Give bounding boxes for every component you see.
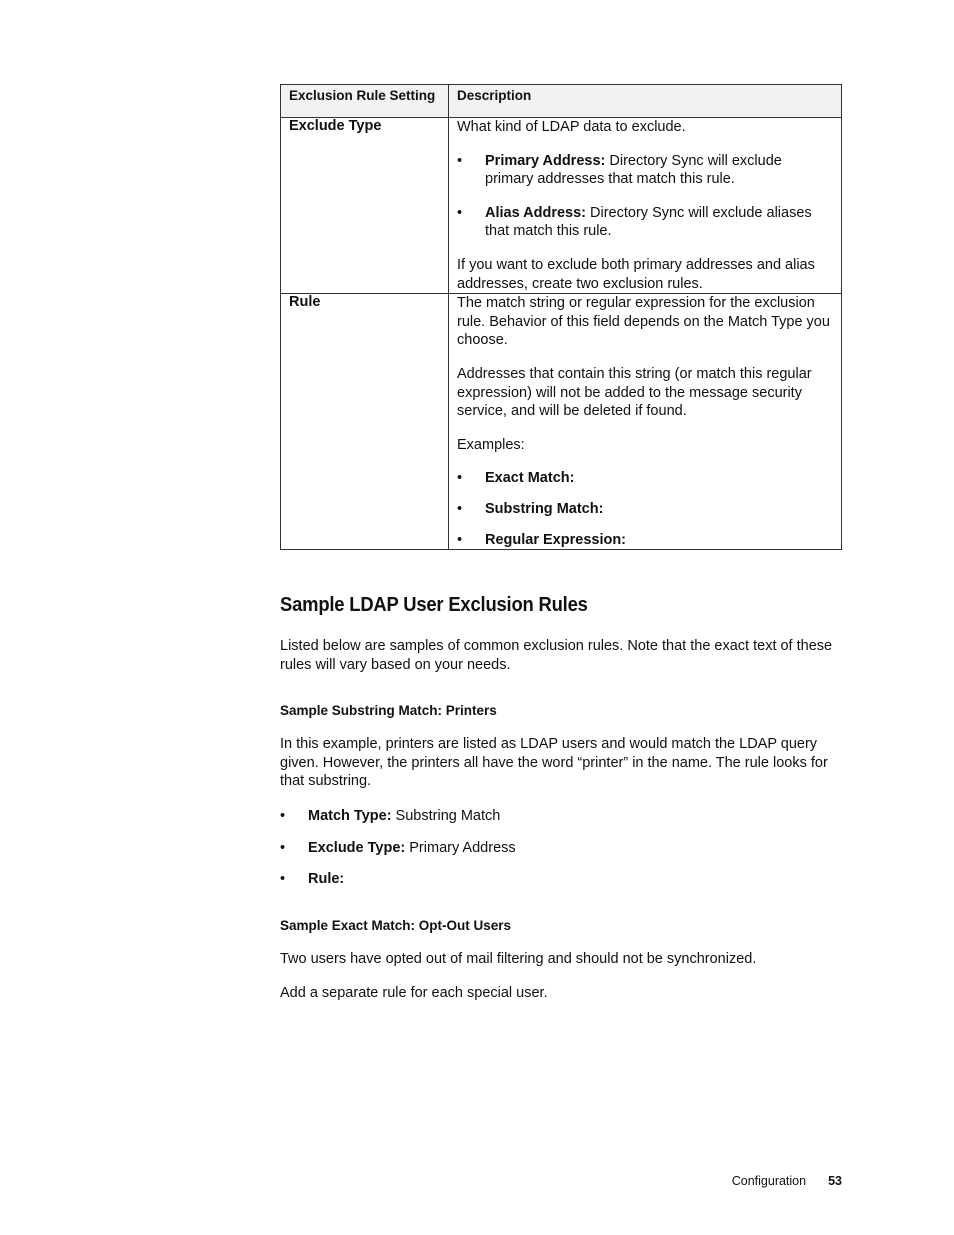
description-paragraph: Addresses that contain this string (or match this regular expression) will not be added to the message security service, and will be deleted if found. — [457, 365, 812, 420]
example-term: Exact Match: — [485, 470, 575, 487]
rule-field-value: Substring Match — [391, 808, 501, 825]
setting-name: Exclude Type — [281, 118, 449, 294]
list-item — [280, 870, 842, 889]
table-row-exclude-type — [281, 118, 842, 294]
description-note: If you want to exclude both primary addresses and alias addresses, create two exclusion rules. — [457, 256, 815, 292]
footer-chapter: Configuration — [731, 1174, 807, 1188]
exclusion-rule-settings-table — [280, 84, 842, 550]
printers-paragraph: In this example, printers are listed as LDAP users and would match the LDAP query given. However, the printers all have the word “printer” in the name. The rule looks for that substring. — [280, 736, 828, 790]
option-text: Directory Sync will exclude primary addresses that match this rule. — [485, 152, 782, 188]
example-term: Substring Match: — [485, 500, 604, 517]
option-text: Directory Sync will exclude aliases that match this rule. — [485, 204, 812, 240]
column-header-description: Description — [449, 85, 842, 118]
table-row-rule — [281, 294, 842, 550]
description-intro: What kind of LDAP data to exclude. — [457, 119, 686, 135]
rule-field-term: Rule: — [308, 871, 345, 888]
list-item — [457, 152, 833, 189]
description-paragraph: The match string or regular expression for the exclusion rule. Behavior of this field depends on the Match Type you choose. — [457, 295, 830, 349]
list-item — [457, 500, 833, 519]
rule-field-value: Primary Address — [405, 839, 516, 856]
list-item — [280, 807, 842, 826]
page-footer — [732, 1174, 842, 1188]
page-content — [280, 84, 842, 1003]
list-item — [457, 469, 833, 488]
list-item — [457, 531, 833, 550]
rule-field-term: Exclude Type: — [308, 839, 406, 856]
table-header-row — [281, 85, 842, 118]
subsection-heading-opt-out: Sample Exact Match: Opt-Out Users — [280, 917, 512, 933]
list-item — [280, 839, 842, 858]
examples-label: Examples: — [457, 436, 525, 453]
examples-list — [457, 469, 833, 549]
column-header-setting: Exclusion Rule Setting — [281, 85, 449, 118]
option-term: Alias Address: — [485, 204, 586, 221]
setting-description — [449, 118, 842, 294]
list-item — [457, 204, 833, 241]
section-intro: Listed below are samples of common exclusion rules. Note that the exact text of these rules will vary based on your needs. — [280, 638, 833, 673]
option-term: Primary Address: — [485, 152, 606, 169]
opt-out-paragraph: Add a separate rule for each special user. — [280, 985, 548, 1002]
opt-out-paragraph: Two users have opted out of mail filtering and should not be synchronized. — [280, 950, 757, 967]
example-term: Regular Expression: — [485, 531, 627, 548]
subsection-heading-printers: Sample Substring Match: Printers — [280, 703, 497, 719]
page-number: 53 — [828, 1174, 842, 1188]
setting-description — [449, 294, 842, 550]
section-heading: Sample LDAP User Exclusion Rules — [280, 594, 588, 617]
setting-name: Rule — [281, 294, 449, 550]
printers-rule-list — [280, 807, 842, 889]
option-list — [457, 152, 833, 241]
rule-field-term: Match Type: — [308, 808, 392, 825]
